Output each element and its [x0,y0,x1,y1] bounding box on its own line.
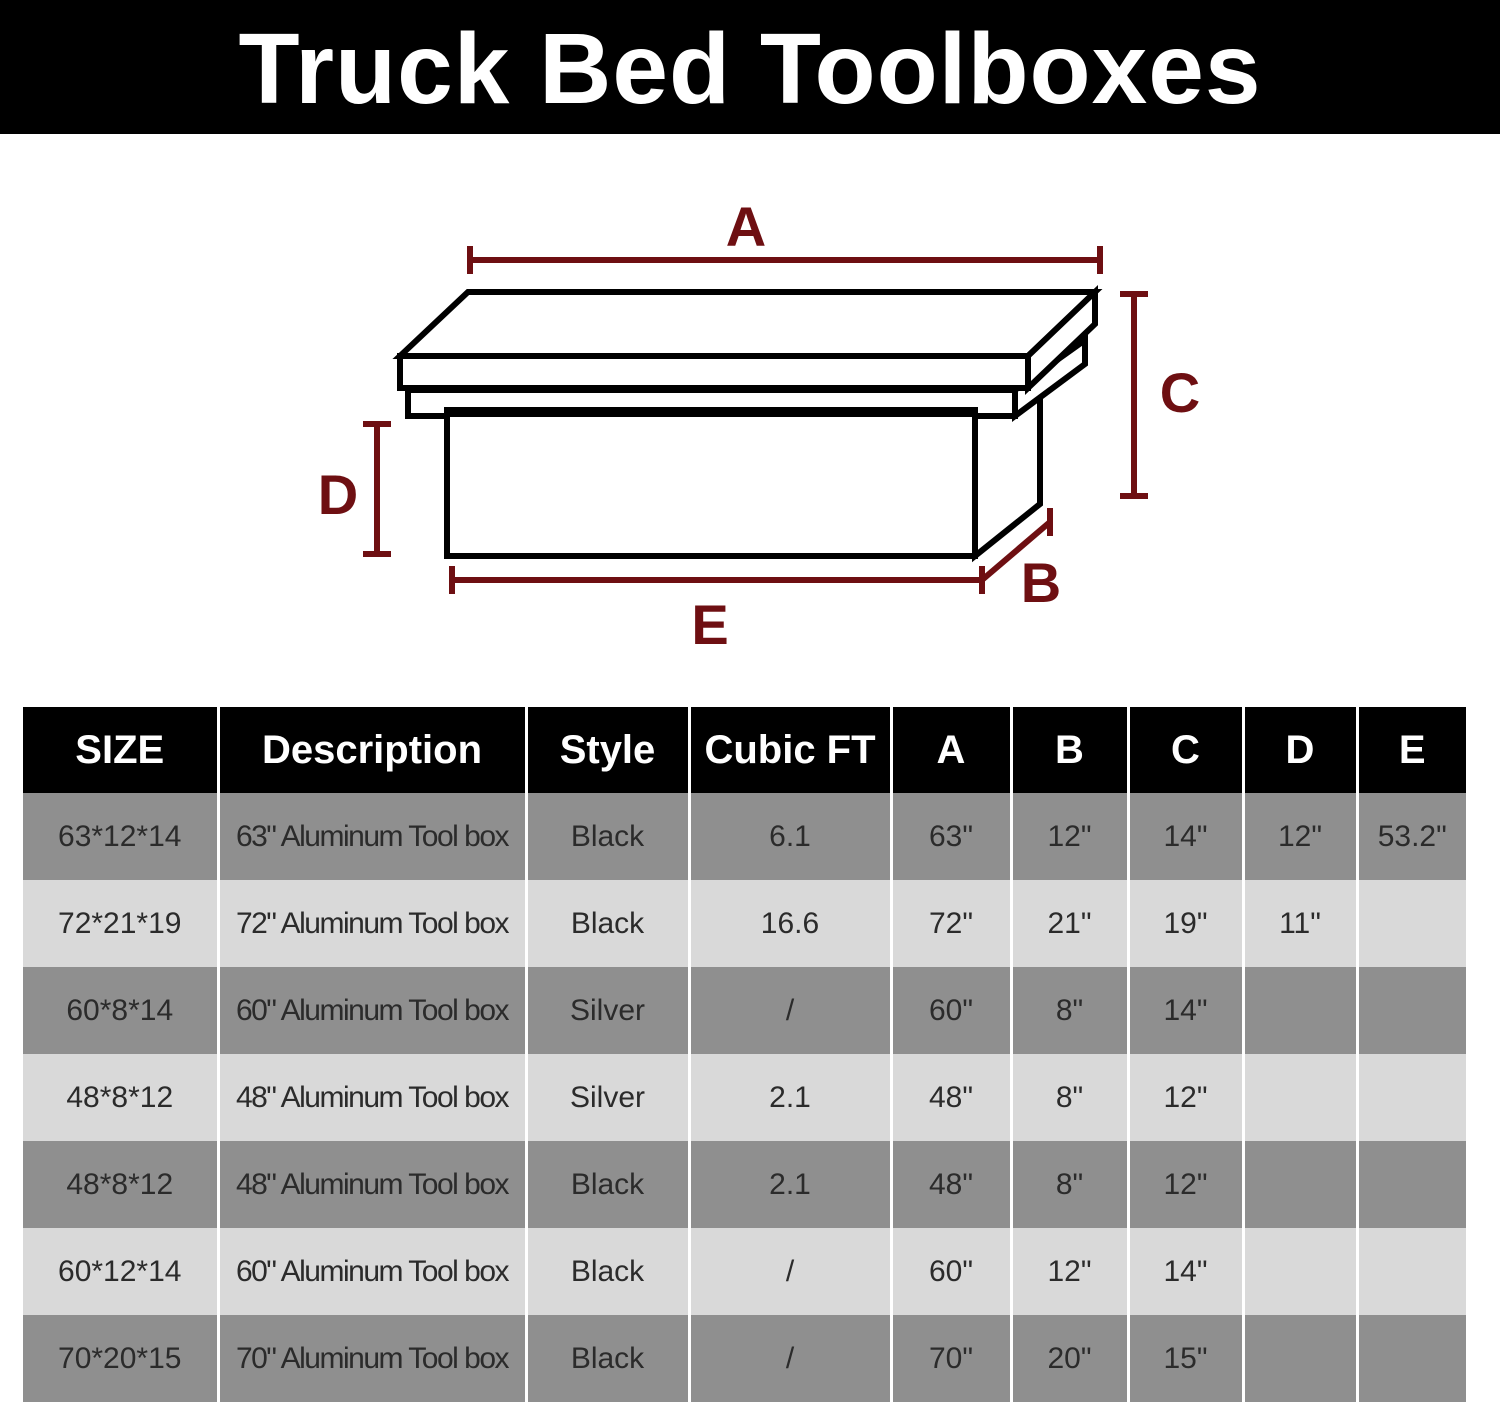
dimension-label-a: A [725,195,767,258]
cell-e [1357,1054,1466,1141]
cell-b: 12" [1011,793,1128,880]
cell-a: 48" [891,1054,1011,1141]
cell-c: 14" [1128,1228,1243,1315]
cell-style: Black [526,793,689,880]
table-row [23,880,1466,967]
toolbox-outline [400,292,1095,556]
table-row [23,1054,1466,1141]
cell-d [1243,967,1357,1054]
cell-description: 63" Aluminum Tool box [218,793,526,880]
cell-b: 20" [1011,1315,1128,1402]
cell-c: 12" [1128,1054,1243,1141]
cell-c: 15" [1128,1315,1243,1402]
cell-b: 21" [1011,880,1128,967]
cell-description: 60" Aluminum Tool box [218,967,526,1054]
header-d: D [1243,707,1357,793]
cell-style: Silver [526,967,689,1054]
header-b: B [1011,707,1128,793]
dimension-label-d: D [317,463,359,526]
cell-style: Black [526,1315,689,1402]
table-row [23,1315,1466,1402]
cell-size: 70*20*15 [23,1315,218,1402]
cell-a: 48" [891,1141,1011,1228]
cell-cubic-ft: 16.6 [689,880,891,967]
header-cubic-ft: Cubic FT [689,707,891,793]
cell-style: Silver [526,1054,689,1141]
page-title: Truck Bed Toolboxes [238,13,1262,125]
cell-b: 8" [1011,1054,1128,1141]
cell-description: 48" Aluminum Tool box [218,1141,526,1228]
cell-cubic-ft: / [689,967,891,1054]
cell-b: 12" [1011,1228,1128,1315]
dimension-label-c: C [1159,361,1201,424]
cell-e [1357,880,1466,967]
header-a: A [891,707,1011,793]
cell-size: 63*12*14 [23,793,218,880]
cell-cubic-ft: 6.1 [689,793,891,880]
cell-size: 60*8*14 [23,967,218,1054]
cell-description: 70" Aluminum Tool box [218,1315,526,1402]
cell-d [1243,1228,1357,1315]
table-row [23,1228,1466,1315]
cell-description: 48" Aluminum Tool box [218,1054,526,1141]
cell-a: 63" [891,793,1011,880]
cell-d [1243,1054,1357,1141]
cell-c: 19" [1128,880,1243,967]
table-row [23,1141,1466,1228]
cell-style: Black [526,1228,689,1315]
cell-a: 60" [891,967,1011,1054]
cell-d [1243,1315,1357,1402]
cell-c: 12" [1128,1141,1243,1228]
cell-d [1243,1141,1357,1228]
toolbox-spec-table [23,707,1466,1402]
cell-e [1357,1141,1466,1228]
cell-e [1357,1228,1466,1315]
toolbox-diagram-svg [0,134,1500,706]
cell-size: 48*8*12 [23,1141,218,1228]
toolbox-body-front [447,414,975,556]
cell-size: 48*8*12 [23,1054,218,1141]
toolbox-lid-top [400,292,1095,356]
header-c: C [1128,707,1243,793]
dimension-label-b: B [1020,551,1062,614]
cell-a: 72" [891,880,1011,967]
dimension-label-e: E [691,593,729,656]
cell-b: 8" [1011,1141,1128,1228]
cell-a: 60" [891,1228,1011,1315]
cell-cubic-ft: 2.1 [689,1141,891,1228]
toolbox-lid-front [400,356,1028,388]
cell-a: 70" [891,1315,1011,1402]
cell-c: 14" [1128,967,1243,1054]
toolbox-dimension-diagram [0,134,1500,706]
header-description: Description [218,707,526,793]
table-row [23,793,1466,880]
cell-e [1357,1315,1466,1402]
table-header-row [23,707,1466,793]
cell-description: 72" Aluminum Tool box [218,880,526,967]
cell-description: 60" Aluminum Tool box [218,1228,526,1315]
header-size: SIZE [23,707,218,793]
cell-size: 60*12*14 [23,1228,218,1315]
cell-c: 14" [1128,793,1243,880]
header-style: Style [526,707,689,793]
toolbox-lid-skirt [408,390,1015,416]
cell-cubic-ft: / [689,1228,891,1315]
cell-style: Black [526,1141,689,1228]
cell-b: 8" [1011,967,1128,1054]
cell-d: 12" [1243,793,1357,880]
cell-e [1357,967,1466,1054]
table-row [23,967,1466,1054]
cell-cubic-ft: / [689,1315,891,1402]
cell-size: 72*21*19 [23,880,218,967]
cell-cubic-ft: 2.1 [689,1054,891,1141]
cell-e: 53.2" [1357,793,1466,880]
header-e: E [1357,707,1466,793]
cell-style: Black [526,880,689,967]
title-banner [0,0,1500,134]
cell-d: 11" [1243,880,1357,967]
